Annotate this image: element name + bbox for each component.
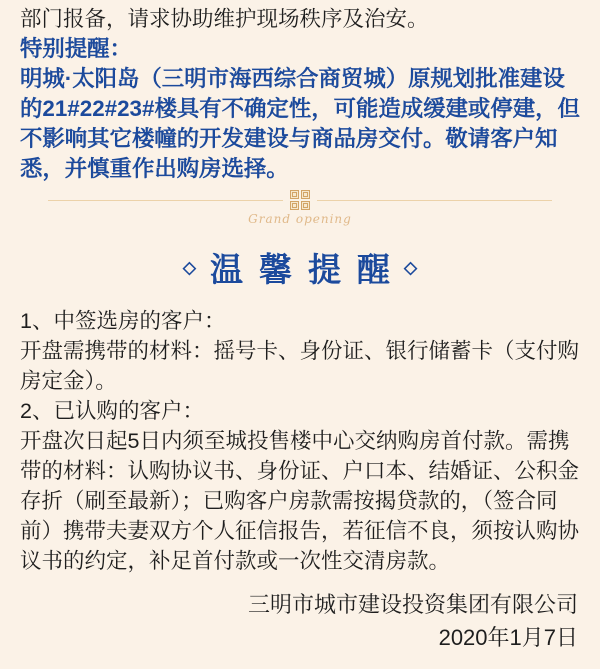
special-reminder-label: 特别提醒：: [20, 36, 132, 61]
reminder-line: 开盘需携带的材料：摇号卡、身份证、银行储蓄卡（支付购: [20, 339, 580, 363]
reminder-line: 开盘次日起5日内须至城投售楼中心交纳购房首付款。需携: [20, 429, 570, 453]
reminder-line: 前）携带夫妻双方个人征信报告，若征信不良，须按认购协: [20, 519, 580, 543]
reminder-line: 房定金）。: [20, 369, 117, 393]
reminder-title: 温馨提醒: [210, 250, 406, 288]
fret-pattern-icon: [290, 190, 310, 210]
reminder-line: 存折（刷至最新）；已购客户房款需按揭贷款的，（签合同: [20, 489, 558, 513]
diamond-icon: ◇: [182, 257, 196, 277]
reminder-title-row: [0, 246, 600, 288]
reminder-line: 带的材料：认购协议书、身份证、户口本、结婚证、公积金: [20, 459, 580, 483]
company-name: 三明市城市建设投资集团有限公司: [247, 592, 578, 617]
divider-line-right: [317, 200, 552, 201]
special-reminder-line: 明城·太阳岛（三明市海西综合商贸城）原规划批准建设: [20, 66, 565, 91]
diamond-icon: ◇: [404, 257, 418, 277]
divider-line-left: [48, 200, 283, 201]
reminder-line: 2、已认购的客户：: [20, 399, 204, 423]
reminder-body: [20, 306, 580, 576]
section-divider: [0, 188, 600, 212]
special-reminder-line: 不影响其它楼幢的开发建设与商品房交付。敬请客户知: [20, 126, 558, 151]
notice-content: [0, 0, 600, 184]
signature-date: 2020年1月7日: [438, 625, 578, 650]
special-reminder-line: 悉，并慎重作出购房选择。: [20, 156, 289, 181]
intro-text: 部门报备，请求协助维护现场秩序及治安。: [20, 7, 429, 31]
signature-block: [0, 588, 600, 654]
special-reminder-paragraph: [20, 64, 580, 184]
reminder-line: 1、中签选房的客户：: [20, 309, 226, 333]
grand-opening-caption: Grand opening: [248, 212, 352, 226]
reminder-line: 议书的约定，补足首付款或一次性交清房款。: [20, 549, 451, 573]
special-reminder-line: 的21#22#23#楼具有不确定性，可能造成缓建或停建，但: [20, 96, 580, 121]
